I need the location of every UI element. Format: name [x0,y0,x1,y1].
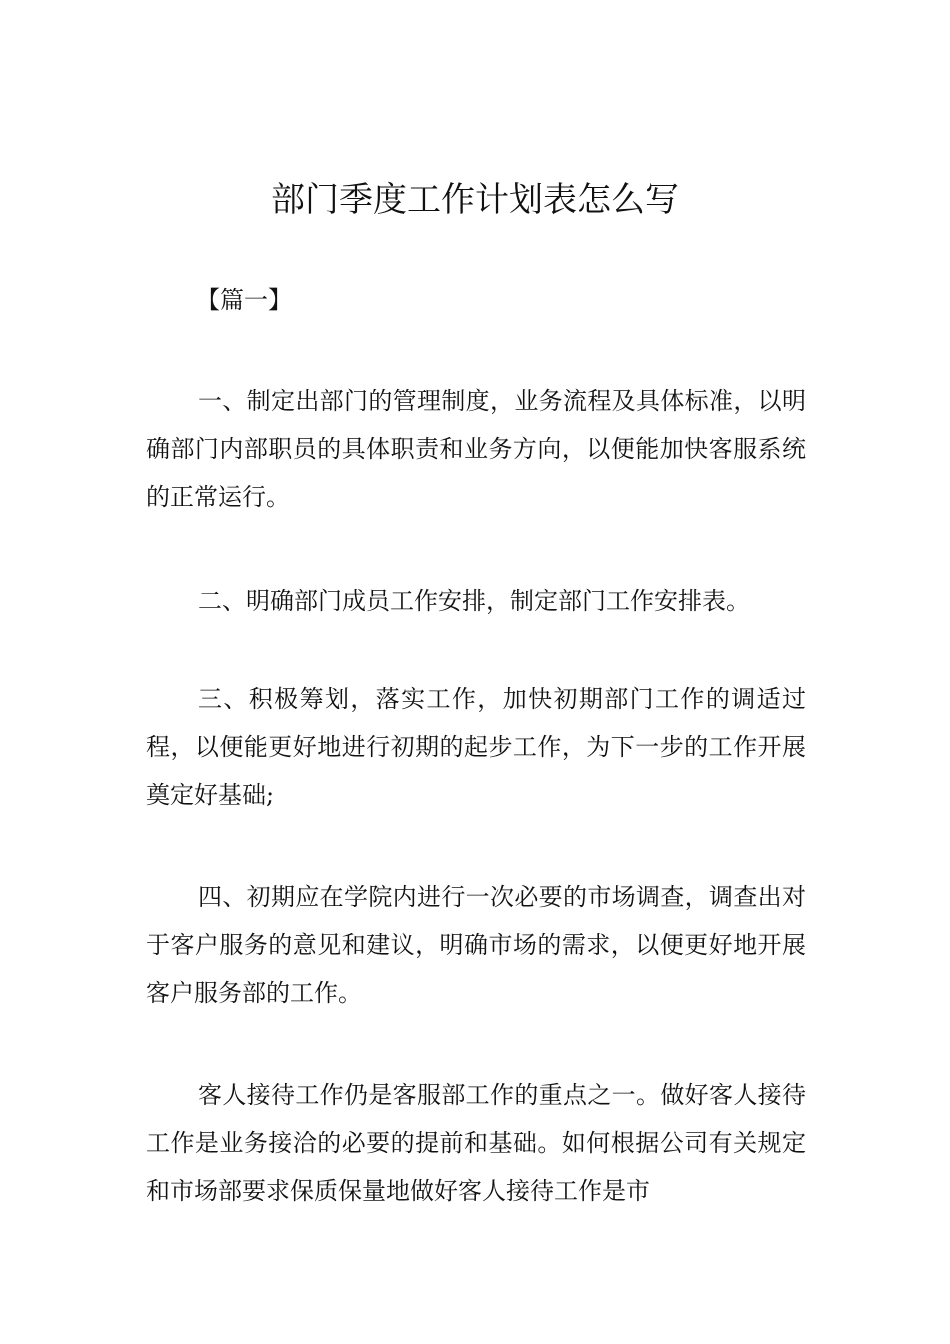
paragraph-2: 二、明确部门成员工作安排，制定部门工作安排表。 [198,587,750,615]
paragraph-1: 一、制定出部门的管理制度，业务流程及具体标准，以明确部门内部职员的具体职责和业务方向，以便能加快客服系统的正常运行。 [146,387,806,511]
document-title: 部门季度工作计划表怎么写 [271,180,679,220]
paragraph-3: 三、积极筹划，落实工作，加快初期部门工作的调适过程，以便能更好地进行初期的起步工作，为下一步的工作开展奠定好基础; [146,685,806,809]
paragraph-4: 四、初期应在学院内进行一次必要的市场调查，调查出对于客户服务的意见和建议，明确市场的需求，以便更好地开展客户服务部的工作。 [146,883,806,1007]
paragraph-5: 客人接待工作仍是客服部工作的重点之一。做好客人接待工作是业务接洽的必要的提前和基础。如何根据公司有关规定和市场部要求保质保量地做好客人接待工作是市 [146,1081,806,1205]
section-label: 【篇一】 [196,286,292,314]
